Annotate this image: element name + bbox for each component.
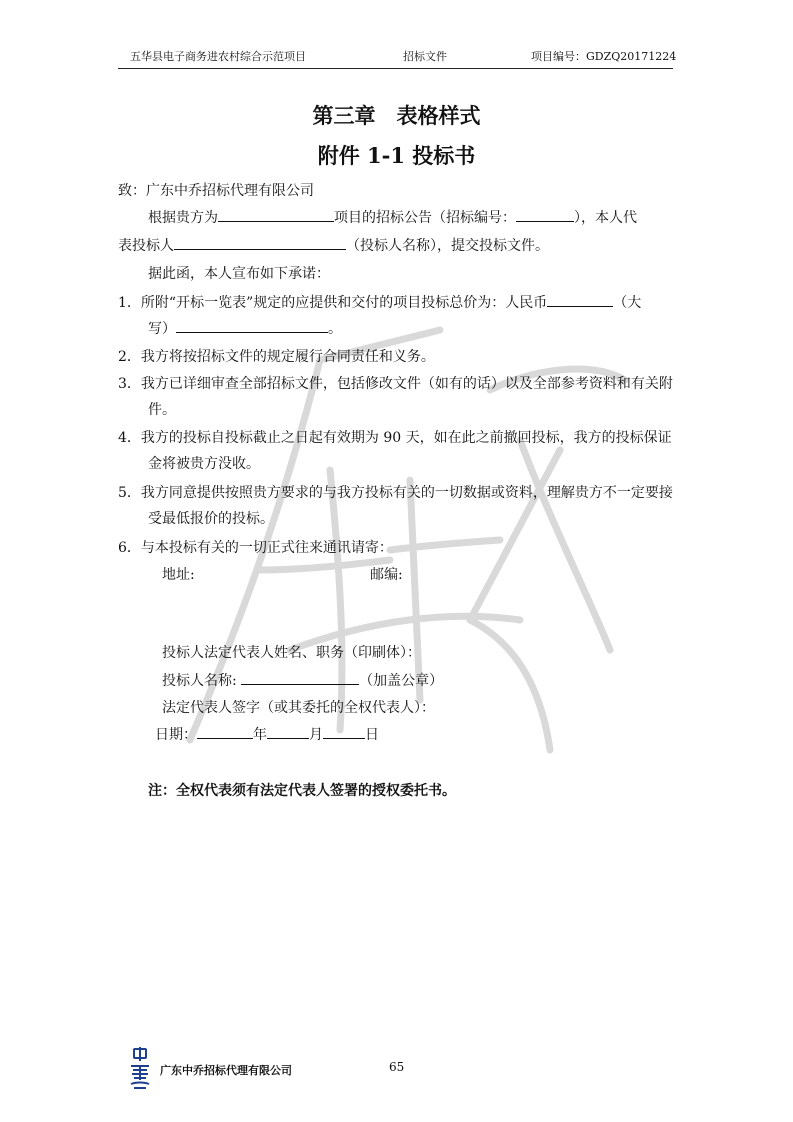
company-logo-icon [124,1046,156,1092]
bidder-name-line [162,670,443,690]
postcode-label: 邮编: [370,567,403,583]
item-1-daxie-open: （大 [613,295,642,311]
declare-line: 据此函，本人宣布如下承诺： [148,266,330,282]
item-4-line-1: 4．我方的投标自投标截止之日起有效期为 90 天，如在此之前撤回投标，我方的投标保证 [118,430,672,446]
item-1-daxie: 写） [148,321,176,337]
intro-text-4: 表投标人 [118,238,174,254]
intro-line-1 [148,207,637,227]
authorization-note: 注：全权代表须有法定代表人签署的授权委托书。 [148,783,456,799]
tender-number-blank[interactable] [516,207,574,222]
item-2: 2．我方将按招标文件的规定履行合同责任和义务。 [118,349,435,365]
item-5-line-2: 受最低报价的投标。 [148,511,274,527]
month-blank[interactable] [267,724,309,739]
date-line [155,724,379,744]
item-1-line-2 [148,318,342,338]
item-3-line-2: 件。 [148,402,176,418]
date-label: 日期： [155,727,197,743]
seal-text: （加盖公章） [359,673,444,689]
attachment-title: 附件 1-1 投标书 [317,143,476,168]
chapter-title: 第三章 表格样式 [312,103,481,128]
item-1-end: 。 [328,321,342,337]
page-number: 65 [389,1060,405,1074]
address-label: 地址: [162,567,195,583]
intro-text-2: 项目的招标公告（招标编号： [334,210,516,226]
bidder-name-blank[interactable] [174,235,346,250]
intro-text-5: （投标人名称），提交投标文件。 [346,238,549,254]
item-1-line-1 [118,292,641,312]
total-price-blank[interactable] [547,292,613,307]
day-label: 日 [365,727,379,743]
total-price-words-blank[interactable] [176,318,328,333]
intro-line-2 [118,235,549,255]
year-blank[interactable] [197,724,253,739]
month-label: 月 [309,727,323,743]
bidder-name-label: 投标人名称: [162,673,237,689]
year-label: 年 [253,727,267,743]
header-doc-type: 招标文件 [403,50,447,63]
item-4-line-2: 金将被贵方没收。 [148,456,260,472]
legal-rep-sign-line: 法定代表人签字（或其委托的全权代表人）： [162,700,435,716]
legal-rep-name-line: 投标人法定代表人姓名、职务（印刷体）： [162,645,421,661]
header-divider [118,68,673,69]
footer-company: 广东中乔招标代理有限公司 [160,1064,292,1077]
item-3-line-1: 3．我方已详细审查全部招标文件，包括修改文件（如有的话）以及全部参考资料和有关附 [118,376,673,392]
project-name-blank[interactable] [218,207,334,222]
bidder-name-sign-blank[interactable] [241,670,359,685]
addressee: 致：广东中乔招标代理有限公司 [118,183,314,199]
intro-text-3: ），本人代 [574,210,637,226]
intro-text-1: 根据贵方为 [148,210,218,226]
item-5-line-1: 5．我方同意提供按照贵方要求的与我方投标有关的一切数据或资料，理解贵方不一定要接 [118,485,673,501]
header-project-number: 项目编号：GDZQ20171224 [531,50,677,63]
item-6: 6．与本投标有关的一切正式往来通讯请寄： [118,540,393,556]
header-project-name: 五华县电子商务进农村综合示范项目 [130,50,306,63]
day-blank[interactable] [323,724,365,739]
item-1-text: 1．所附“开标一览表”规定的应提供和交付的项目投标总价为：人民币 [118,295,548,311]
